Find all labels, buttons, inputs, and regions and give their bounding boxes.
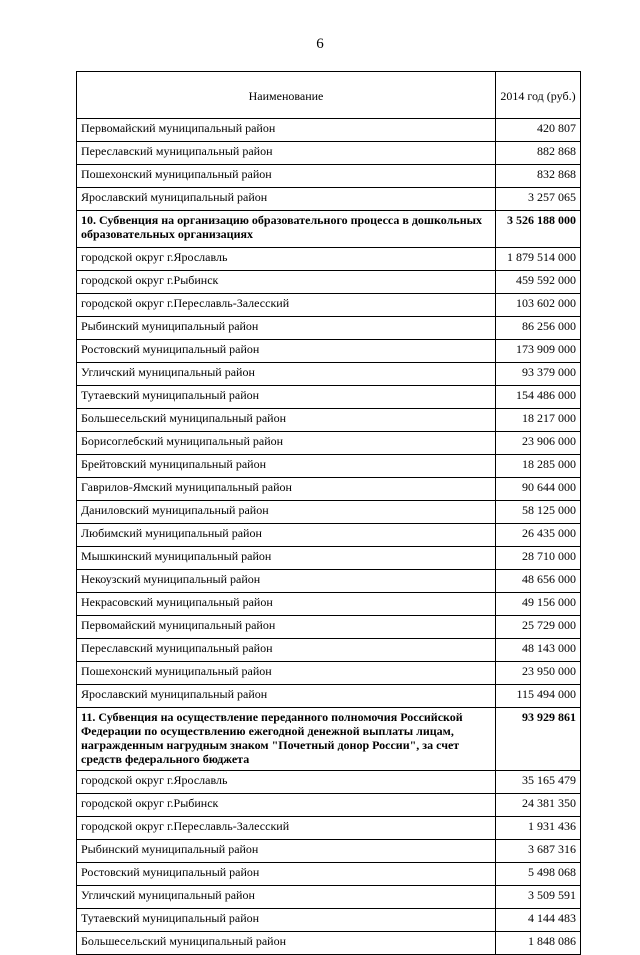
row-amount: 1 848 086: [496, 932, 581, 955]
row-amount: 26 435 000: [496, 524, 581, 547]
row-name: Переславский муниципальный район: [77, 639, 496, 662]
row-name: Большесельский муниципальный район: [77, 932, 496, 955]
table-row: [77, 570, 581, 593]
row-name: Борисоглебский муниципальный район: [77, 432, 496, 455]
row-name: Ростовский муниципальный район: [77, 863, 496, 886]
row-amount: 23 906 000: [496, 432, 581, 455]
row-amount: 1 931 436: [496, 817, 581, 840]
row-name: Ярославский муниципальный район: [77, 188, 496, 211]
row-name: Любимский муниципальный район: [77, 524, 496, 547]
section-heading-row: [77, 708, 581, 771]
table-row: [77, 909, 581, 932]
table-row: [77, 478, 581, 501]
table-header-row: [77, 72, 581, 119]
row-amount: 25 729 000: [496, 616, 581, 639]
row-amount: 103 602 000: [496, 294, 581, 317]
table-row: [77, 524, 581, 547]
budget-table: [76, 71, 581, 955]
table-row: [77, 501, 581, 524]
row-name: Первомайский муниципальный район: [77, 616, 496, 639]
row-name: городской округ г.Переславль-Залесский: [77, 817, 496, 840]
row-amount: 18 285 000: [496, 455, 581, 478]
table-row: [77, 455, 581, 478]
row-amount: 3 526 188 000: [496, 211, 581, 248]
table-row: [77, 294, 581, 317]
table-row: [77, 271, 581, 294]
table-row: [77, 639, 581, 662]
table-row: [77, 771, 581, 794]
row-amount: 28 710 000: [496, 547, 581, 570]
table-row: [77, 317, 581, 340]
row-name: Гаврилов-Ямский муниципальный район: [77, 478, 496, 501]
table-row: [77, 932, 581, 955]
row-name: 11. Субвенция на осуществление переданного полномочия Российской Федерации по осуществлению ежегодной денежной выплаты лицам, награжденным нагрудным знаком "Почетный донор России", за счет средств федерального бюджета: [77, 708, 496, 771]
row-amount: 459 592 000: [496, 271, 581, 294]
table-row: [77, 886, 581, 909]
row-name: Угличский муниципальный район: [77, 886, 496, 909]
row-amount: 35 165 479: [496, 771, 581, 794]
row-amount: 115 494 000: [496, 685, 581, 708]
row-name: городской округ г.Рыбинск: [77, 271, 496, 294]
row-amount: 90 644 000: [496, 478, 581, 501]
table-row: [77, 662, 581, 685]
row-amount: 24 381 350: [496, 794, 581, 817]
row-name: Тутаевский муниципальный район: [77, 386, 496, 409]
row-amount: 93 379 000: [496, 363, 581, 386]
column-header-name: Наименование: [77, 72, 496, 119]
table-row: [77, 119, 581, 142]
row-name: Некрасовский муниципальный район: [77, 593, 496, 616]
row-amount: 93 929 861: [496, 708, 581, 771]
row-amount: 173 909 000: [496, 340, 581, 363]
table-row: [77, 840, 581, 863]
row-name: городской округ г.Ярославль: [77, 771, 496, 794]
row-name: Переславский муниципальный район: [77, 142, 496, 165]
row-amount: 3 257 065: [496, 188, 581, 211]
row-amount: 154 486 000: [496, 386, 581, 409]
row-name: городской округ г.Переславль-Залесский: [77, 294, 496, 317]
row-amount: 48 143 000: [496, 639, 581, 662]
table-row: [77, 386, 581, 409]
row-amount: 3 687 316: [496, 840, 581, 863]
table-row: [77, 432, 581, 455]
section-heading-row: [77, 211, 581, 248]
table-row: [77, 248, 581, 271]
page-number: 6: [316, 36, 324, 52]
table-row: [77, 794, 581, 817]
row-name: Ростовский муниципальный район: [77, 340, 496, 363]
row-amount: 86 256 000: [496, 317, 581, 340]
row-name: Мышкинский муниципальный район: [77, 547, 496, 570]
row-name: Пошехонский муниципальный район: [77, 165, 496, 188]
row-amount: 5 498 068: [496, 863, 581, 886]
table-row: [77, 409, 581, 432]
column-header-amount: 2014 год (руб.): [496, 72, 581, 119]
table-row: [77, 616, 581, 639]
table-row: [77, 363, 581, 386]
row-amount: 882 868: [496, 142, 581, 165]
table-row: [77, 817, 581, 840]
row-amount: 1 879 514 000: [496, 248, 581, 271]
row-name: Ярославский муниципальный район: [77, 685, 496, 708]
row-amount: 18 217 000: [496, 409, 581, 432]
row-amount: 3 509 591: [496, 886, 581, 909]
table-row: [77, 188, 581, 211]
row-amount: 58 125 000: [496, 501, 581, 524]
row-amount: 4 144 483: [496, 909, 581, 932]
row-name: Даниловский муниципальный район: [77, 501, 496, 524]
row-name: городской округ г.Ярославль: [77, 248, 496, 271]
row-name: городской округ г.Рыбинск: [77, 794, 496, 817]
table-row: [77, 165, 581, 188]
row-amount: 832 868: [496, 165, 581, 188]
row-amount: 420 807: [496, 119, 581, 142]
row-name: Тутаевский муниципальный район: [77, 909, 496, 932]
row-name: Рыбинский муниципальный район: [77, 317, 496, 340]
row-amount: 23 950 000: [496, 662, 581, 685]
table-row: [77, 340, 581, 363]
table-row: [77, 142, 581, 165]
table-row: [77, 863, 581, 886]
table-row: [77, 685, 581, 708]
row-amount: 48 656 000: [496, 570, 581, 593]
row-name: Пошехонский муниципальный район: [77, 662, 496, 685]
row-name: Некоузский муниципальный район: [77, 570, 496, 593]
row-name: 10. Субвенция на организацию образовательного процесса в дошкольных образовательных организациях: [77, 211, 496, 248]
table-row: [77, 593, 581, 616]
table-row: [77, 547, 581, 570]
row-name: Большесельский муниципальный район: [77, 409, 496, 432]
row-name: Угличский муниципальный район: [77, 363, 496, 386]
row-amount: 49 156 000: [496, 593, 581, 616]
row-name: Рыбинский муниципальный район: [77, 840, 496, 863]
row-name: Первомайский муниципальный район: [77, 119, 496, 142]
row-name: Брейтовский муниципальный район: [77, 455, 496, 478]
